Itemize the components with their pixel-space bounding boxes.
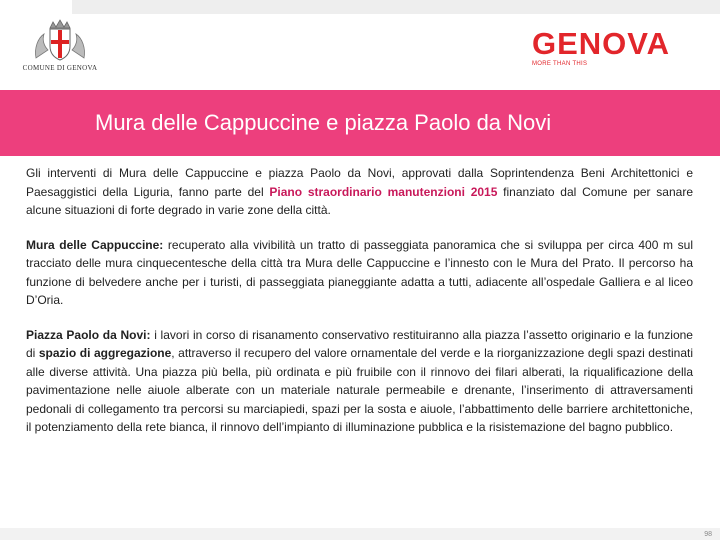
- piazza-text-a: i lavori in corso di risanamento conservativo restituiranno alla piazza l’assetto originario e la funzione di: [26, 327, 693, 360]
- mura-heading: Mura delle Cappuccine:: [26, 237, 164, 252]
- piazza-heading: Piazza Paolo da Novi:: [26, 327, 151, 342]
- genova-tagline: MORE THAN THIS: [532, 61, 588, 67]
- genova-wordmark: GENOVA: [532, 26, 671, 61]
- piazza-text-b: , attraverso il recupero del valore ornamentale del verde e la riorganizzazione degli spazi destinati alle diverse attività. Una piazza più bella, più ordinata e più fruibile con il rinnovo dei filari alberati, la riqualificazione della pavimentazione nelle aiuole alberate con un materiale naturale permeabile e drenante, l’inserimento di attraversamenti pedonali di collegamento tra percorsi su marciapiedi, spazi per la sosta e aiuole, l’abbattimento delle barriere architettoniche, il potenziamento della rete bianca, il rinnovo dell’impianto di illuminazione pubblica e la risistemazione del bagno pubblico.: [26, 346, 693, 434]
- comune-crest-icon: [30, 18, 90, 62]
- page-title: Mura delle Cappuccine e piazza Paolo da Novi: [95, 110, 552, 135]
- comune-caption: COMUNE DI GENOVA: [22, 64, 98, 72]
- footer-bar: [0, 528, 720, 540]
- comune-di-genova-logo: [18, 18, 102, 80]
- title-banner: [0, 90, 720, 156]
- piano-highlight: Piano straordinario manutenzioni 2015: [269, 184, 498, 199]
- intro-text-a: Gli interventi di Mura delle Cappuccine e piazza Paolo da Novi, approvati dalla Soprintendenza Beni Architettonici e Paesaggistici della Liguria, fanno parte del: [26, 166, 693, 199]
- paragraph-intro: [26, 164, 693, 220]
- mura-text: recuperato alla vivibilità un tratto di passeggiata panoramica che si sviluppa per circa 400 m sul tracciato delle mura cinquecentesche della città tra Mura delle Cappuccine e l’innesto con le Mura del Prato. Il percorso ha funzione di belvedere anche per i turisti, di passeggiata pianeggiante adatta a tutti, adiacente all’ospedale Galliera e al liceo D’Oria.: [26, 237, 693, 307]
- aggregazione-highlight: spazio di aggregazione: [38, 346, 172, 360]
- top-strip: [72, 0, 720, 14]
- page-number: 98: [704, 531, 712, 538]
- paragraph-piazza: [26, 326, 693, 437]
- paragraph-mura: [26, 236, 693, 310]
- document-body: [26, 164, 693, 453]
- genova-brand-logo: [532, 28, 702, 72]
- intro-text-b: finanziato dal Comune per sanare alcune situazioni di forte degrado in varie zone della città.: [26, 184, 693, 217]
